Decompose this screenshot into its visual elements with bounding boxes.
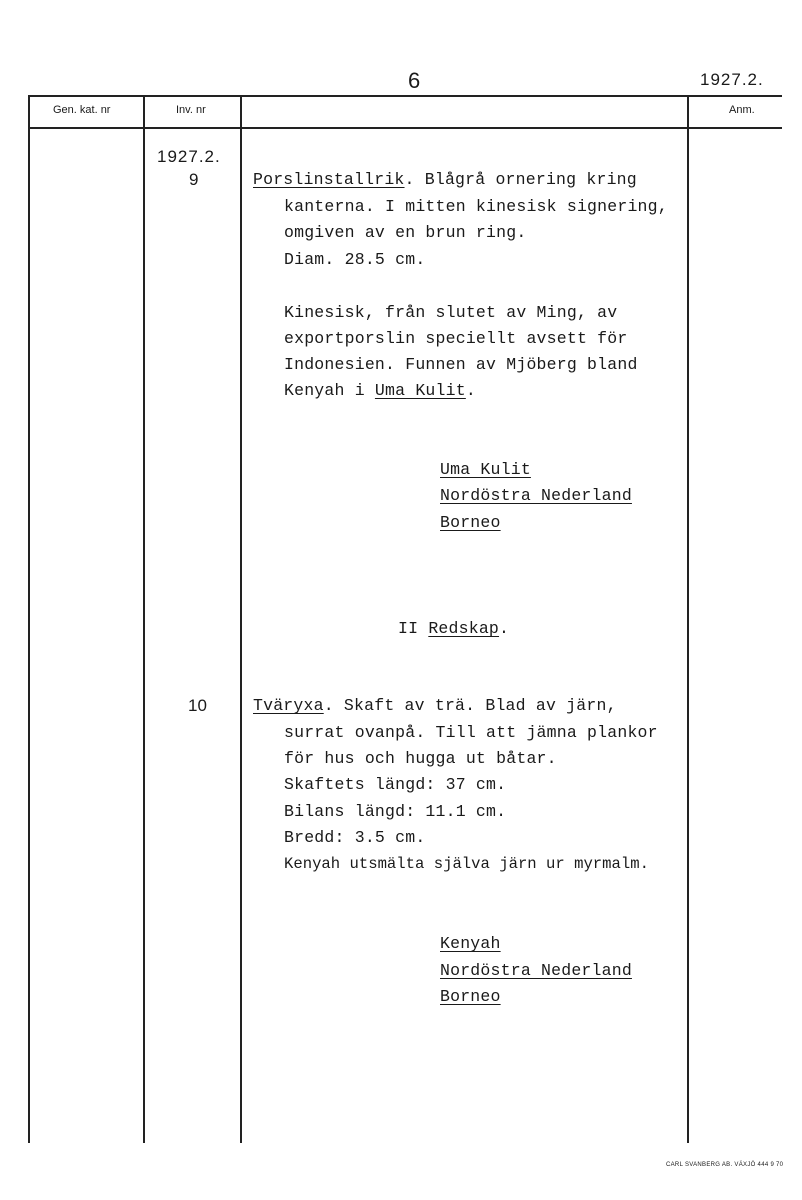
inventory-year: 1927.2. bbox=[157, 147, 221, 166]
item-9-line-3: omgiven av en brun ring. bbox=[284, 223, 527, 242]
column-divider-1 bbox=[28, 95, 30, 1143]
top-rule bbox=[28, 95, 782, 97]
column-divider-2 bbox=[143, 95, 145, 1143]
column-header-anm: Anm. bbox=[729, 104, 755, 116]
item-10-line-5: Bilans längd: 11.1 cm. bbox=[284, 802, 507, 821]
item-10-line-2: surrat ovanpå. Till att jämna plankor bbox=[284, 723, 658, 742]
item-9-para-2-line-3: Indonesien. Funnen av Mjöberg bland bbox=[284, 355, 638, 374]
item-9-location-1: Uma Kulit bbox=[440, 460, 531, 479]
item-10-line-6: Bredd: 3.5 cm. bbox=[284, 828, 426, 847]
column-divider-4 bbox=[687, 95, 689, 1143]
item-9-location-3: Borneo bbox=[440, 513, 501, 532]
column-header-gen-kat-nr: Gen. kat. nr bbox=[53, 104, 111, 116]
item-9-para-2-line-1: Kinesisk, från slutet av Ming, av bbox=[284, 303, 618, 322]
page-number: 6 bbox=[408, 68, 421, 93]
item-9-line-4: Diam. 28.5 cm. bbox=[284, 250, 426, 269]
inventory-number-10: 10 bbox=[188, 696, 207, 715]
item-9-para-2-line-2: exportporslin speciellt avsett för bbox=[284, 329, 628, 348]
item-10-line-4: Skaftets längd: 37 cm. bbox=[284, 775, 507, 794]
item-10-location-1: Kenyah bbox=[440, 934, 501, 953]
item-10-line-3: för hus och hugga ut båtar. bbox=[284, 749, 557, 768]
item-9-place-name: Uma Kulit bbox=[374, 381, 466, 400]
inventory-number-9: 9 bbox=[189, 170, 199, 189]
header-rule bbox=[28, 127, 782, 129]
page-reference: 1927.2. bbox=[700, 70, 764, 89]
printer-mark: CARL SVANBERG AB. VÄXJÖ 444 9 70 bbox=[666, 1162, 784, 1168]
section-heading: II Redskap. bbox=[398, 619, 510, 638]
item-10-line-1: Tväryxa. Skaft av trä. Blad av järn, bbox=[253, 696, 617, 715]
column-divider-3 bbox=[240, 95, 242, 1143]
item-10-location-2: Nordöstra Nederland bbox=[440, 961, 632, 980]
item-9-line-2: kanterna. I mitten kinesisk signering, bbox=[284, 197, 668, 216]
item-9-title: Porslinstallrik bbox=[253, 170, 405, 189]
item-10-location-3: Borneo bbox=[440, 987, 501, 1006]
item-10-title: Tväryxa bbox=[253, 696, 324, 715]
column-header-inv-nr: Inv. nr bbox=[176, 104, 206, 116]
item-9-line-1: Porslinstallrik. Blågrå ornering kring bbox=[253, 170, 637, 189]
item-10-line-7: Kenyah utsmälta själva järn ur myrmalm. bbox=[284, 855, 649, 873]
section-title: Redskap bbox=[428, 619, 500, 638]
item-9-para-2-line-4: Kenyah i Uma Kulit. bbox=[284, 381, 476, 400]
item-9-location-2: Nordöstra Nederland bbox=[440, 486, 632, 505]
